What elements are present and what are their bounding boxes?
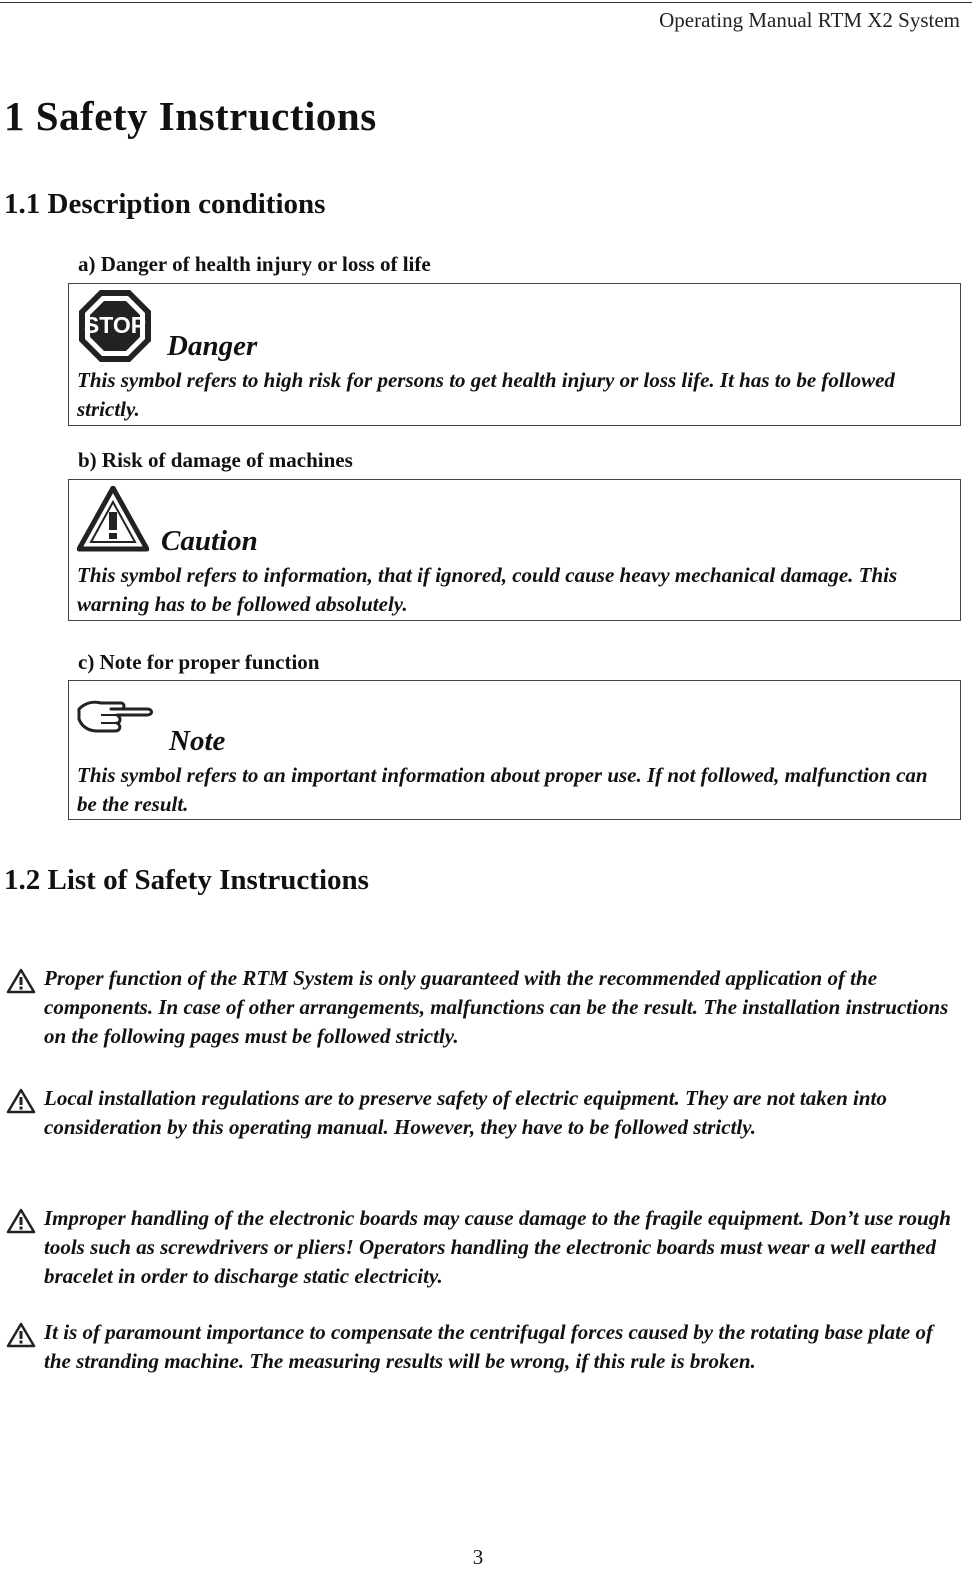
safety-item-text: It is of paramount importance to compensate the centrifugal forces caused by the rotating base plate of the stranding machine. The measuring results will be wrong, if this rule is broken.: [44, 1320, 933, 1373]
pointing-hand-icon: [77, 695, 155, 737]
page-number: 3: [472, 1545, 484, 1569]
danger-text: This symbol refers to high risk for persons to get health injury or loss life. It has to be followed strictly.: [77, 368, 895, 421]
warning-triangle-icon: [6, 1322, 36, 1348]
safety-item: [4, 1318, 959, 1408]
warning-triangle-icon: [77, 486, 149, 552]
caution-box: [68, 479, 961, 621]
note-box: [68, 680, 961, 820]
subheading-caution: b) Risk of damage of machines: [78, 448, 353, 472]
safety-item-text: Local installation regulations are to preserve safety of electric equipment. They are not taken into consideration by this operating manual. However, they have to be followed strictly.: [44, 1086, 887, 1139]
header-rule: [0, 2, 972, 3]
chapter-title: 1 Safety Instructions: [4, 93, 377, 139]
stop-sign-icon: [77, 288, 153, 364]
running-header: Operating Manual RTM X2 System: [659, 8, 960, 32]
warning-triangle-icon: [6, 1208, 36, 1234]
note-label: Note: [169, 725, 226, 757]
warning-triangle-icon: [6, 1088, 36, 1114]
section-title-list-of-safety-instructions: 1.2 List of Safety Instructions: [4, 864, 369, 896]
caution-label: Caution: [161, 525, 258, 557]
caution-text: This symbol refers to information, that if ignored, could cause heavy mechanical damage. This warning has to be followed absolutely.: [77, 563, 898, 616]
safety-item-text: Improper handling of the electronic boards may cause damage to the fragile equipment. Don’t use rough tools such as screwdrivers or pliers! Operators handling the electronic boards must wear a well earthed bracelet in order to discharge static electricity.: [44, 1206, 951, 1288]
stop-sign-label: STOP: [83, 312, 147, 338]
warning-triangle-icon: [6, 968, 36, 994]
subheading-note: c) Note for proper function: [78, 650, 320, 674]
danger-box: [68, 283, 961, 426]
note-text: This symbol refers to an important information about proper use. If not followed, malfunction can be the result.: [77, 763, 928, 816]
subheading-danger: a) Danger of health injury or loss of life: [78, 252, 431, 276]
safety-item: [4, 1204, 959, 1294]
safety-item: [4, 1084, 959, 1174]
section-title-description-conditions: 1.1 Description conditions: [4, 188, 326, 220]
safety-item: [4, 964, 959, 1054]
danger-label: Danger: [167, 330, 258, 362]
safety-item-text: Proper function of the RTM System is only guaranteed with the recommended application of the components. In case of other arrangements, malfunctions can be the result. The installation instructions on the following pages must be followed strictly.: [44, 966, 949, 1048]
